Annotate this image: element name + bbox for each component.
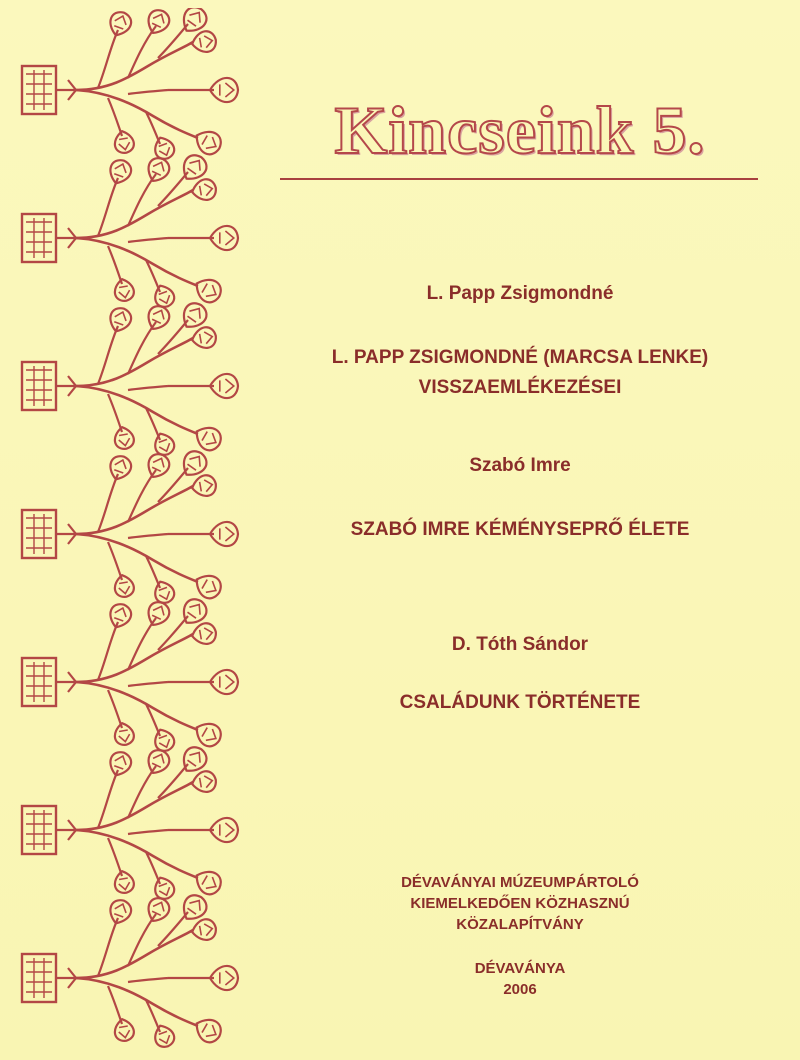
work-title-2 <box>260 515 780 545</box>
ornament-unit <box>22 447 238 606</box>
publisher <box>260 872 780 935</box>
imprint <box>260 958 780 1000</box>
publication-year: 2006 <box>503 981 537 998</box>
ornament-unit <box>22 299 238 458</box>
work-title-1 <box>260 343 780 403</box>
ornament-unit <box>22 891 238 1050</box>
publisher-line-2: KIEMELKEDŐEN KÖZHASZNÚ <box>410 895 630 912</box>
author-2: Szabó Imre <box>469 455 571 476</box>
work-title-1-line-2: VISSZAEMLÉKEZÉSEI <box>418 377 622 398</box>
publisher-line-3: KÖZALAPÍTVÁNY <box>456 916 584 933</box>
cover-title: Kincseink 5. <box>334 92 706 168</box>
ornament-unit <box>22 595 238 754</box>
ornament-unit <box>22 8 238 162</box>
ornament-unit <box>22 151 238 310</box>
title-underline <box>280 178 758 180</box>
folk-ornament-border <box>18 8 248 1053</box>
publication-place: DÉVAVÁNYA <box>474 960 566 977</box>
ornament-unit <box>22 743 238 902</box>
publisher-line-1: DÉVAVÁNYAI MÚZEUMPÁRTOLÓ <box>401 874 639 891</box>
work-title-3-line-1: CSALÁDUNK TÖRTÉNETE <box>399 692 641 713</box>
author-1: L. Papp Zsigmondné <box>426 283 614 304</box>
author-3: D. Tóth Sándor <box>451 634 589 655</box>
work-title-3 <box>260 688 780 718</box>
work-title-2-line-1: SZABÓ IMRE KÉMÉNYSEPRŐ ÉLETE <box>350 519 690 540</box>
work-title-1-line-1: L. PAPP ZSIGMONDNÉ (MARCSA LENKE) <box>331 347 709 368</box>
